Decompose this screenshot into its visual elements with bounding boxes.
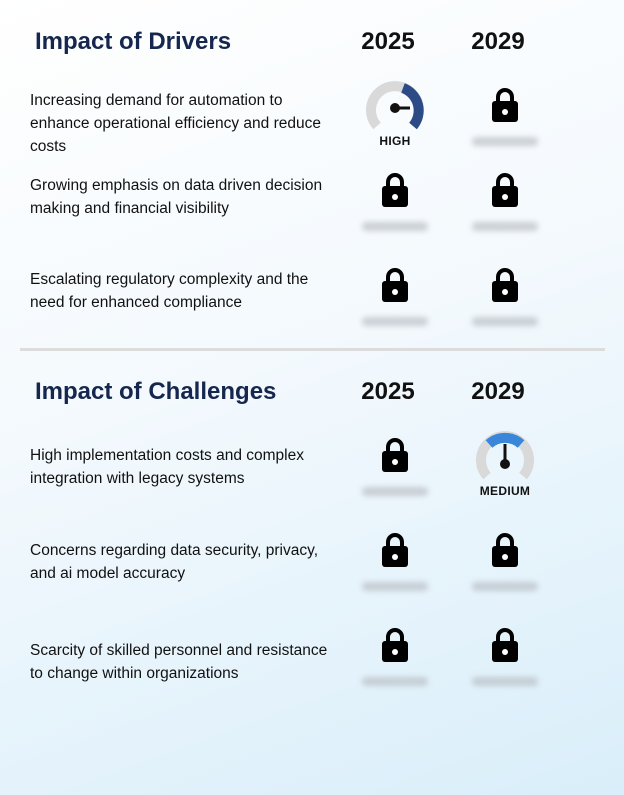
challenges-year-2025: 2025	[361, 378, 415, 405]
gauge-icon	[475, 430, 535, 482]
section-divider	[20, 348, 605, 351]
lock-icon	[381, 437, 409, 473]
drivers-title: Impact of Drivers	[35, 28, 232, 55]
locked-label	[472, 582, 538, 591]
lock-cell	[460, 267, 550, 326]
lock-icon	[491, 87, 519, 123]
locked-label	[472, 222, 538, 231]
lock-cell	[460, 87, 550, 146]
lock-cell	[460, 627, 550, 686]
lock-cell	[350, 627, 440, 686]
lock-icon	[491, 532, 519, 568]
lock-icon	[491, 267, 519, 303]
lock-icon	[381, 627, 409, 663]
locked-label	[472, 677, 538, 686]
locked-label	[472, 317, 538, 326]
locked-label	[362, 487, 428, 496]
challenge-text: Concerns regarding data security, privacy, and ai model accuracy	[30, 542, 319, 582]
gauge-label: HIGH	[379, 134, 411, 148]
drivers-year-2029: 2029	[471, 28, 525, 55]
lock-icon	[381, 172, 409, 208]
lock-cell	[460, 532, 550, 591]
lock-cell	[350, 437, 440, 496]
challenges-title: Impact of Challenges	[35, 378, 277, 405]
lock-cell	[350, 532, 440, 591]
lock-cell	[350, 267, 440, 326]
driver-text: Growing emphasis on data driven decision making and financial visibility	[30, 177, 323, 217]
lock-cell	[350, 172, 440, 231]
driver-text: Escalating regulatory complexity and the need for enhanced compliance	[30, 271, 309, 311]
locked-label	[472, 137, 538, 146]
challenge-text: Scarcity of skilled personnel and resistance to change within organizations	[30, 642, 328, 682]
gauge-medium	[460, 430, 550, 498]
lock-icon	[491, 627, 519, 663]
lock-icon	[381, 532, 409, 568]
lock-icon	[381, 267, 409, 303]
locked-label	[362, 222, 428, 231]
driver-text: Increasing demand for automation to enhance operational efficiency and reduce costs	[30, 92, 321, 155]
gauge-high	[350, 80, 440, 148]
lock-icon	[491, 172, 519, 208]
drivers-year-2025: 2025	[361, 28, 415, 55]
locked-label	[362, 317, 428, 326]
challenges-year-2029: 2029	[471, 378, 525, 405]
locked-label	[362, 582, 428, 591]
lock-cell	[460, 172, 550, 231]
locked-label	[362, 677, 428, 686]
gauge-label: MEDIUM	[479, 484, 531, 498]
challenge-text: High implementation costs and complex integration with legacy systems	[30, 447, 304, 487]
gauge-icon	[365, 80, 425, 132]
